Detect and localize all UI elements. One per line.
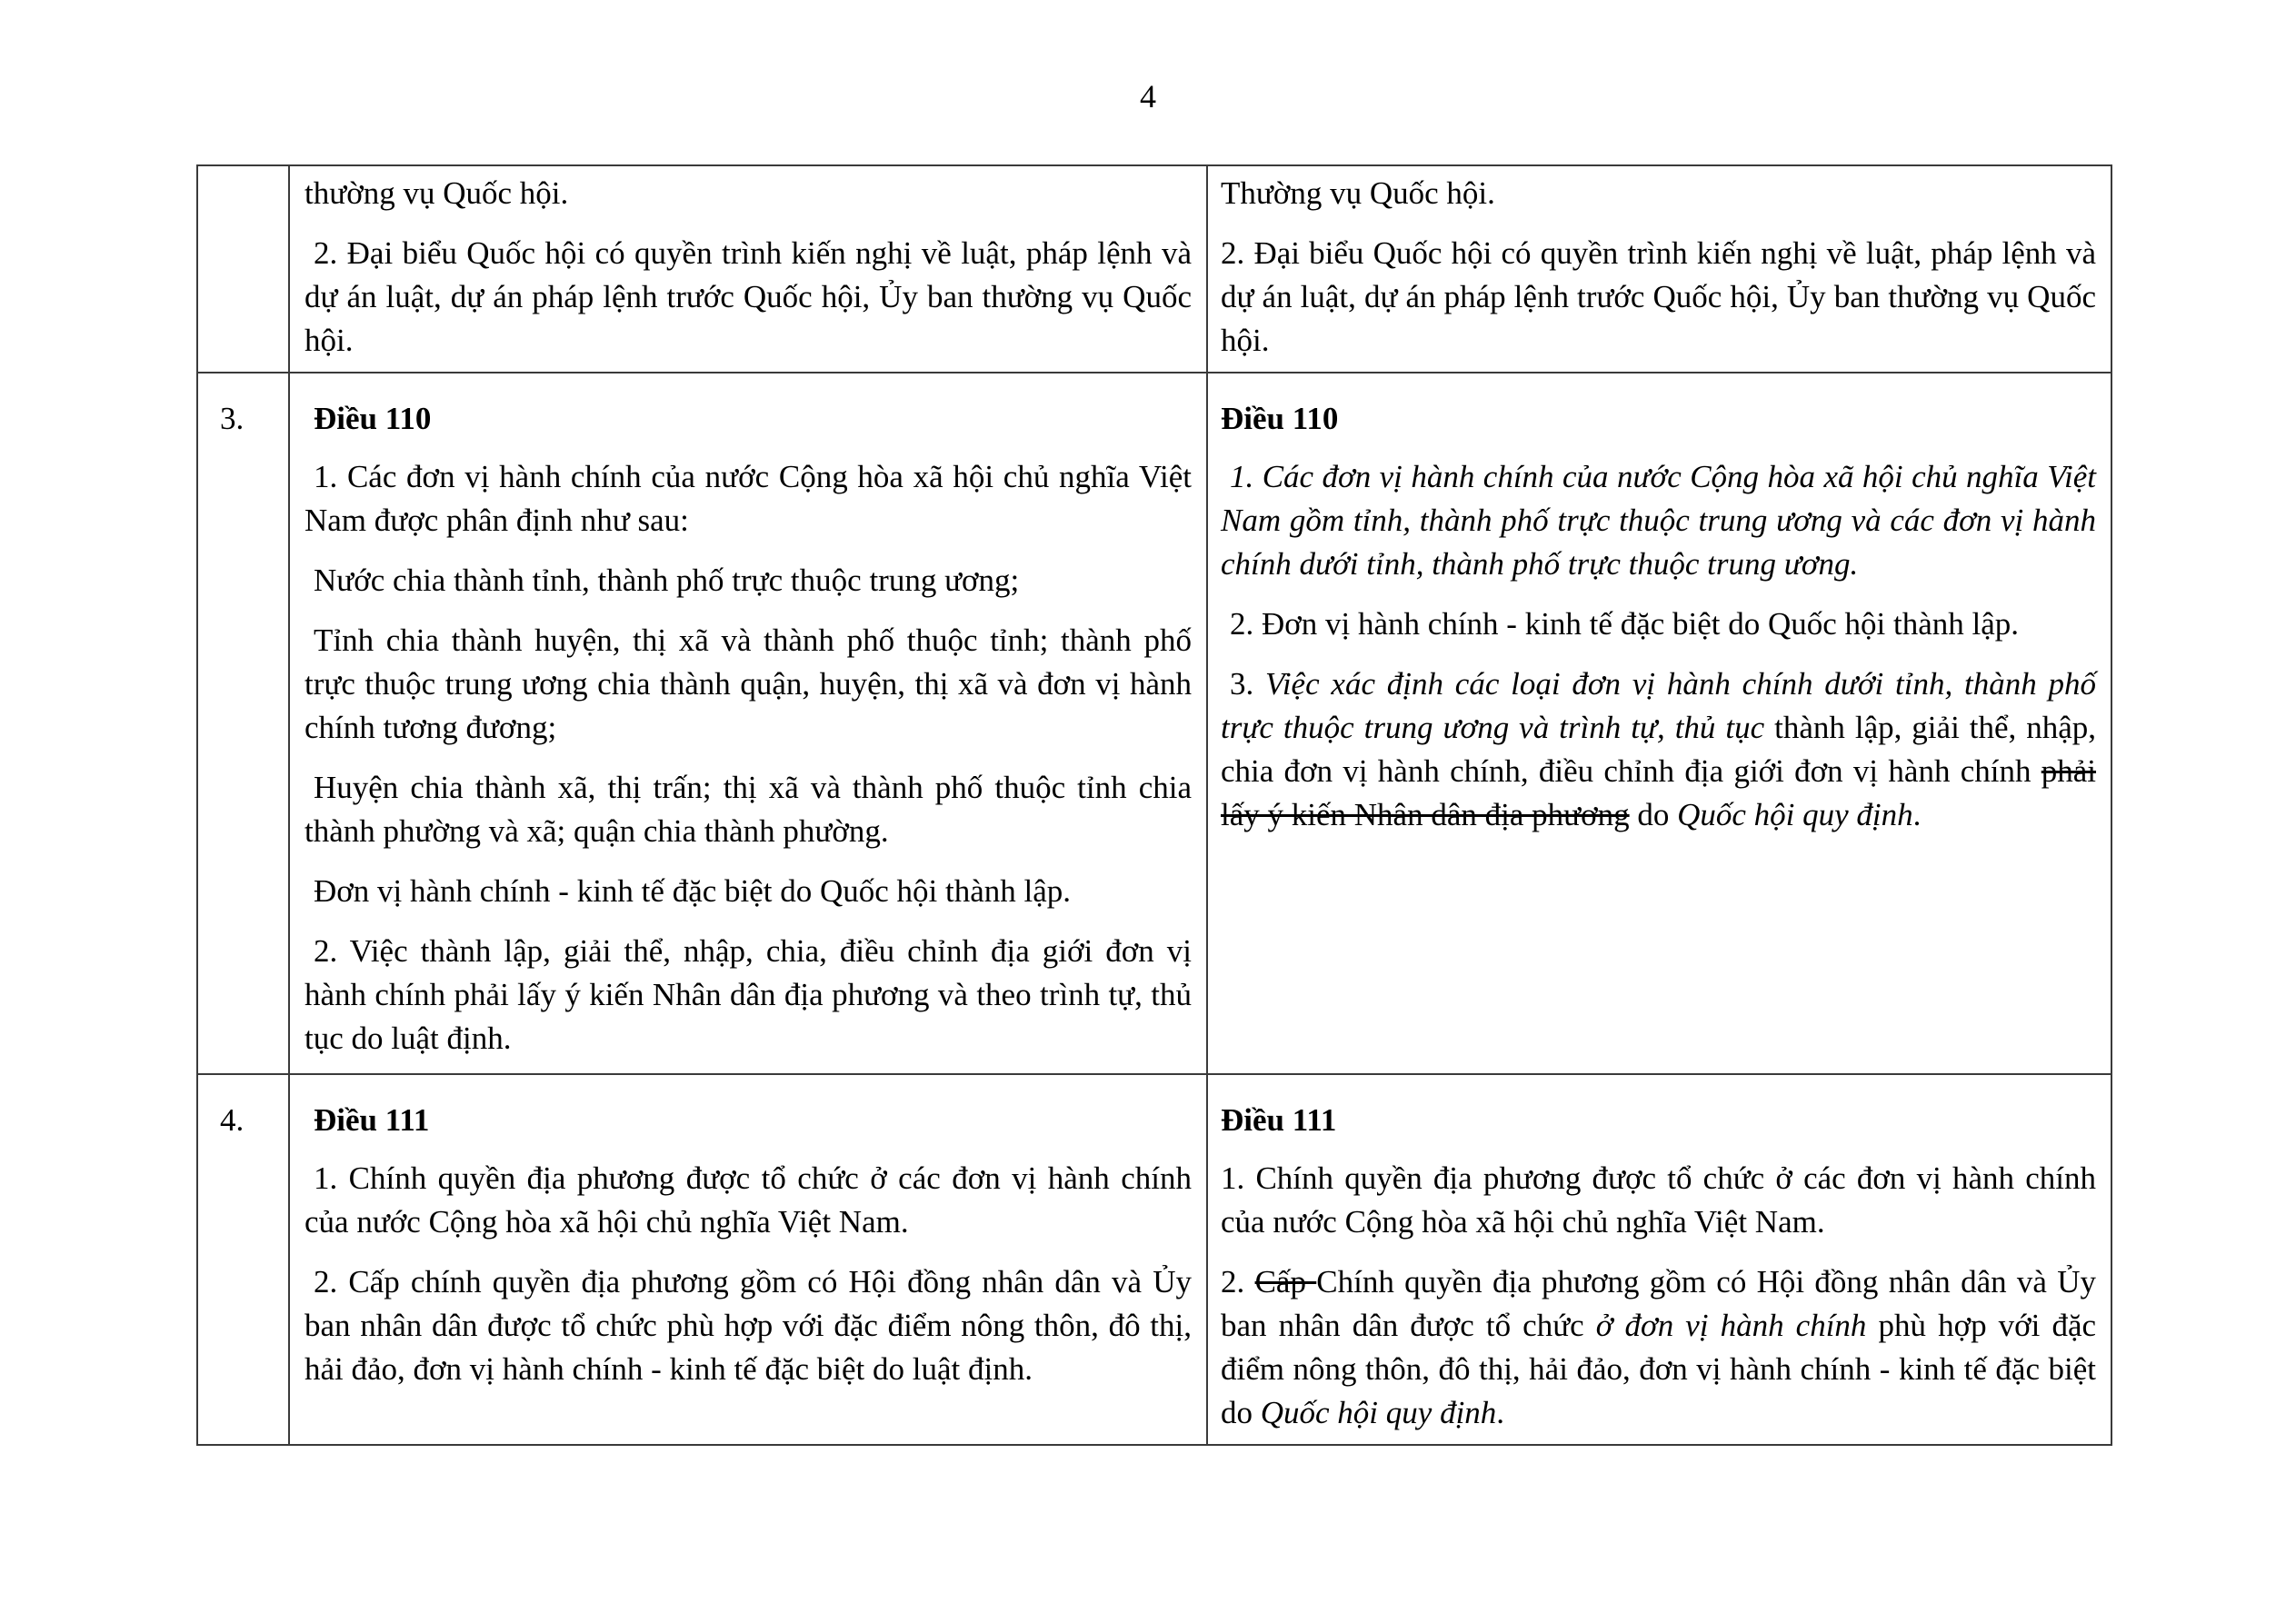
paragraph: [1221, 662, 2096, 837]
paragraph: 1. Chính quyền địa phương được tổ chức ở các đơn vị hành chính của nước Cộng hòa xã hội chủ nghĩa Việt Nam.: [304, 1160, 1192, 1240]
row-number-cell: [197, 165, 289, 373]
deleted-text: Cấp: [1254, 1264, 1317, 1299]
text: do: [1637, 797, 1670, 832]
paragraph: 2. Cấp chính quyền địa phương gồm có Hội đồng nhân dân và Ủy ban nhân dân được tổ chức phù hợp với đặc điểm nông thôn, đô thị, hải đảo, đơn vị hành chính - kinh tế đặc biệt do luật định.: [304, 1264, 1192, 1387]
inserted-text: Quốc hội quy định: [1260, 1395, 1497, 1430]
row-number-cell: [197, 1074, 289, 1445]
row-number: 3.: [220, 401, 245, 436]
article-title: Điều 111: [314, 1102, 430, 1138]
inserted-text: ở đơn vị hành chính: [1595, 1308, 1867, 1343]
inserted-text: Việc xác định các loại đơn vị hành chính dưới tỉnh, thành phố trực thuộc trung ương và trình tự, thủ tục: [1221, 666, 2097, 745]
paragraph: Huyện chia thành xã, thị trấn; thị xã và thành phố thuộc tỉnh chia thành phường và xã; quận chia thành phường.: [304, 770, 1192, 849]
paragraph: Nước chia thành tỉnh, thành phố trực thuộc trung ương;: [314, 563, 1020, 598]
paragraph: 2. Đơn vị hành chính - kinh tế đặc biệt do Quốc hội thành lập.: [1230, 606, 2020, 642]
text: Chính quyền địa phương gồm có Hội đồng nhân dân và Ủy ban nhân dân được tổ chức: [1221, 1264, 2097, 1343]
table-row: [197, 1074, 2111, 1445]
comparison-table: [196, 164, 2112, 1446]
paragraph: Đơn vị hành chính - kinh tế đặc biệt do Quốc hội thành lập.: [314, 873, 1072, 909]
paragraph: 2. Đại biểu Quốc hội có quyền trình kiến nghị về luật, pháp lệnh và dự án luật, dự án pháp lệnh trước Quốc hội, Ủy ban thường vụ Quốc hội.: [1221, 235, 2096, 358]
amended-text-cell: [1207, 165, 2111, 373]
text: .: [1496, 1395, 1505, 1430]
text: thành lập, giải thể, nhập, chia đơn vị hành chính, điều chỉnh địa giới đơn vị hành chính: [1221, 710, 2097, 789]
deleted-text: phải lấy ý kiến Nhân dân địa phương: [1221, 753, 2097, 832]
paragraph: 1. Các đơn vị hành chính của nước Cộng hòa xã hội chủ nghĩa Việt Nam gồm tỉnh, thành phố trực thuộc trung ương và các đơn vị hành chính dưới tỉnh, thành phố trực thuộc trung ương.: [1221, 459, 2096, 582]
paragraph-number: 2.: [1221, 1264, 1245, 1299]
inserted-text: Quốc hội quy định: [1677, 797, 1913, 832]
article-title: Điều 111: [1221, 1102, 1337, 1138]
paragraph: 2. Việc thành lập, giải thể, nhập, chia, điều chỉnh địa giới đơn vị hành chính phải lấy ý kiến Nhân dân địa phương và theo trình tự, thủ tục do luật định.: [304, 933, 1192, 1056]
amended-text-cell: [1207, 1074, 2111, 1445]
paragraph: Tỉnh chia thành huyện, thị xã và thành phố thuộc tỉnh; thành phố trực thuộc trung ương chia thành quận, huyện, thị xã và đơn vị hành chính tương đương;: [304, 622, 1192, 745]
current-text-cell: [289, 373, 1207, 1074]
row-number: 4.: [220, 1102, 245, 1138]
paragraph-number: 3.: [1230, 666, 1254, 702]
table-row: [197, 373, 2111, 1074]
paragraph: Thường vụ Quốc hội.: [1221, 175, 1495, 211]
paragraph: 1. Chính quyền địa phương được tổ chức ở các đơn vị hành chính của nước Cộng hòa xã hội chủ nghĩa Việt Nam.: [1221, 1160, 2096, 1240]
text: .: [1912, 797, 1922, 832]
table-row: [197, 165, 2111, 373]
page-number: 4: [1140, 78, 1156, 115]
paragraph: 1. Các đơn vị hành chính của nước Cộng hòa xã hội chủ nghĩa Việt Nam được phân định như sau:: [304, 459, 1192, 538]
row-number: [198, 166, 288, 190]
amended-text-cell: [1207, 373, 2111, 1074]
paragraph: [1221, 1260, 2096, 1435]
paragraph: 2. Đại biểu Quốc hội có quyền trình kiến nghị về luật, pháp lệnh và dự án luật, dự án pháp lệnh trước Quốc hội, Ủy ban thường vụ Quốc hội.: [304, 235, 1192, 358]
text: phù hợp với đặc điểm nông thôn, đô thị, hải đảo, đơn vị hành chính - kinh tế đặc biệt do: [1221, 1308, 2097, 1430]
article-title: Điều 110: [1221, 401, 1339, 436]
article-title: Điều 110: [314, 401, 432, 436]
row-number-cell: [197, 373, 289, 1074]
paragraph: thường vụ Quốc hội.: [304, 175, 569, 211]
current-text-cell: [289, 165, 1207, 373]
current-text-cell: [289, 1074, 1207, 1445]
